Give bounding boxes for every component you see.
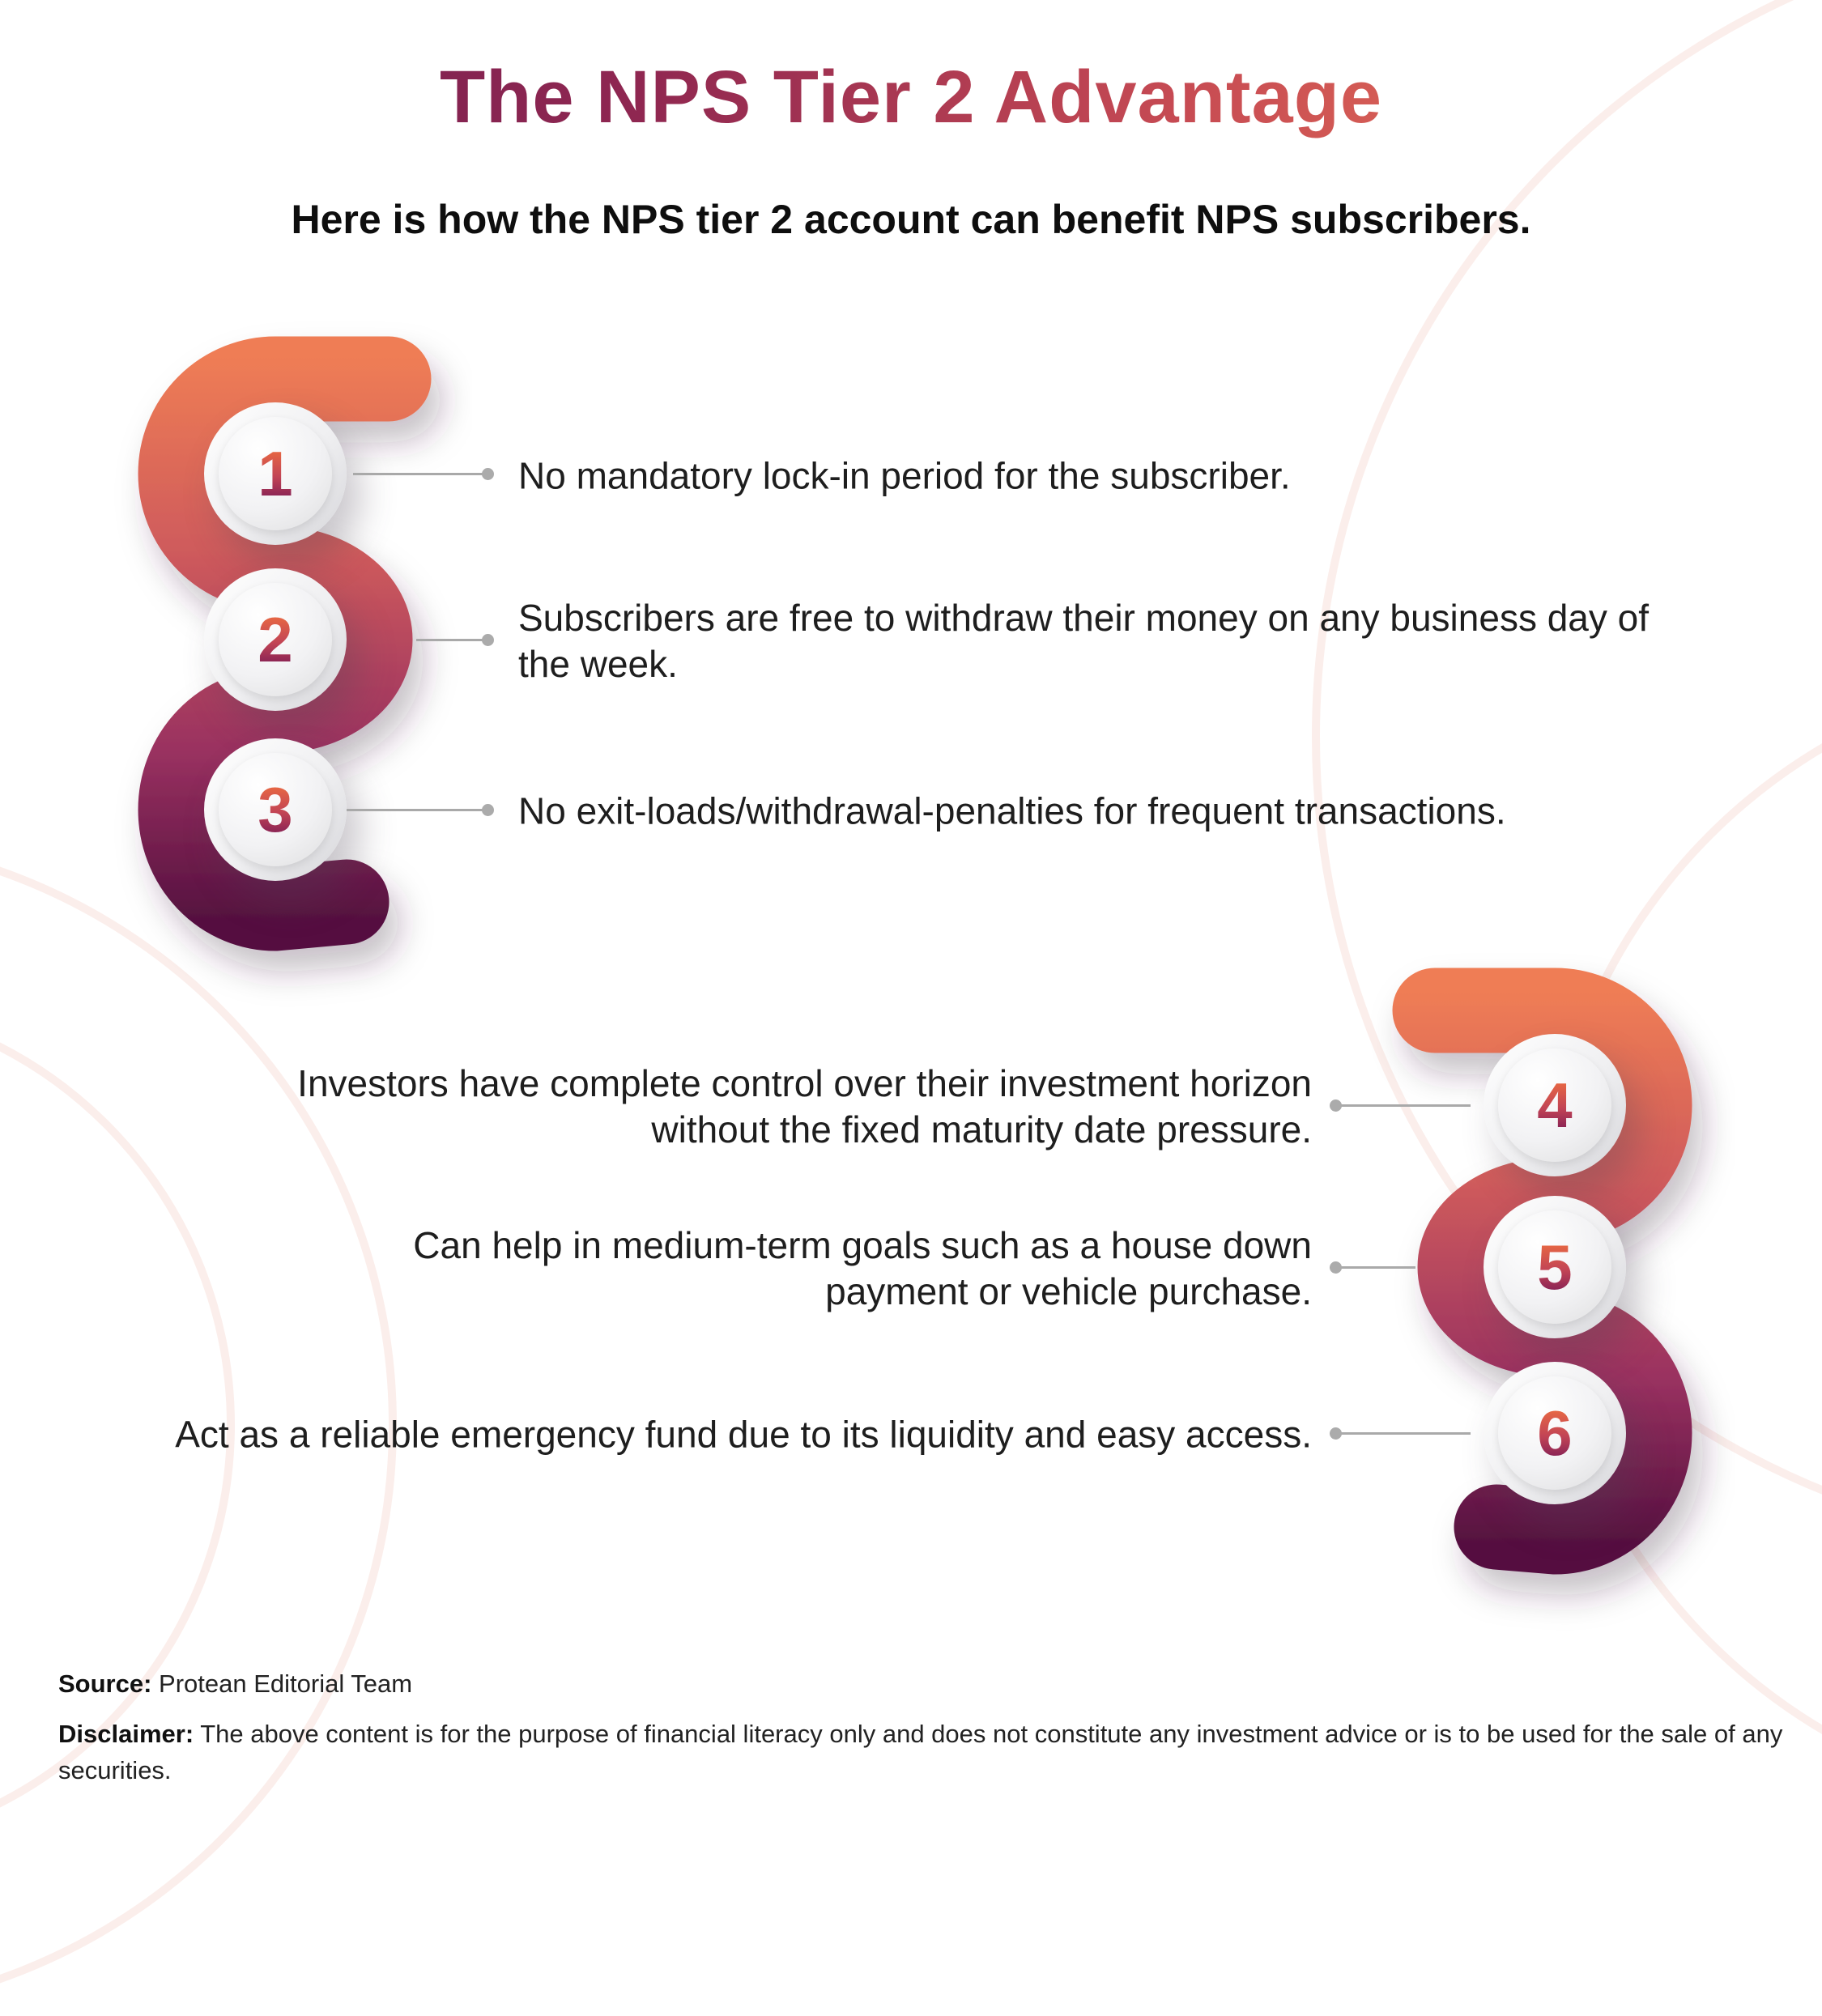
benefit-text-3: No exit-loads/withdrawal-penalties for frequent transactions. — [518, 789, 1506, 832]
connector-dot-6 — [1330, 1427, 1342, 1440]
disclaimer-label: Disclaimer: — [58, 1720, 194, 1748]
connector-line-2 — [416, 639, 487, 641]
connector-dot-5 — [1330, 1261, 1342, 1274]
page-subtitle: Here is how the NPS tier 2 account can benefit NPS subscribers. — [291, 197, 1531, 242]
step-circle-3-inner — [219, 753, 332, 866]
connector-line-4 — [1341, 1104, 1471, 1107]
step-number-3: 3 — [258, 774, 293, 845]
connector-line-6 — [1341, 1432, 1471, 1435]
step-circle-4-inner — [1498, 1048, 1611, 1162]
step-number-5: 5 — [1537, 1231, 1573, 1303]
step-circle-2 — [204, 568, 347, 711]
step-circle-1-inner — [219, 417, 332, 530]
benefit-text-4: Investors have complete control over their investment horizon without the fixed maturity date pressure. — [297, 1061, 1312, 1150]
step-circle-6-inner — [1498, 1376, 1611, 1490]
step-circle-4 — [1484, 1034, 1626, 1176]
step-circle-2-inner — [219, 583, 332, 696]
connector-dot-2 — [482, 634, 494, 646]
source-line — [58, 1666, 1783, 1703]
step-number-4: 4 — [1537, 1070, 1573, 1141]
page-title: The NPS Tier 2 Advantage — [0, 55, 1822, 140]
source-text: Protean Editorial Team — [151, 1669, 413, 1698]
connector-line-5 — [1341, 1266, 1415, 1269]
disclaimer-text: The above content is for the purpose of financial literacy only and does not constitute any investment advice or is to be used for the sale of any securities. — [58, 1720, 1783, 1784]
benefit-text-6: Act as a reliable emergency fund due to its liquidity and easy access. — [175, 1413, 1312, 1456]
source-label: Source: — [58, 1669, 152, 1698]
step-circle-3 — [204, 738, 347, 881]
step-circle-5-inner — [1498, 1210, 1611, 1324]
connector-dot-3 — [482, 804, 494, 816]
step-number-2: 2 — [258, 604, 293, 675]
step-circle-5 — [1484, 1196, 1626, 1338]
step-number-6: 6 — [1537, 1397, 1573, 1469]
step-number-1: 1 — [258, 438, 293, 509]
step-circle-1 — [204, 402, 347, 545]
step-circle-6 — [1484, 1362, 1626, 1504]
connector-dot-4 — [1330, 1099, 1342, 1112]
benefit-text-2: Subscribers are free to withdraw their money on any business day of the week. — [518, 596, 1650, 685]
connector-dot-1 — [482, 468, 494, 480]
benefit-text-5: Can help in medium-term goals such as a house down payment or vehicle purchase. — [413, 1223, 1312, 1312]
connector-line-3 — [347, 809, 487, 811]
connector-line-1 — [353, 473, 487, 475]
disclaimer-line — [58, 1716, 1783, 1789]
benefit-text-1: No mandatory lock-in period for the subscriber. — [518, 454, 1291, 497]
